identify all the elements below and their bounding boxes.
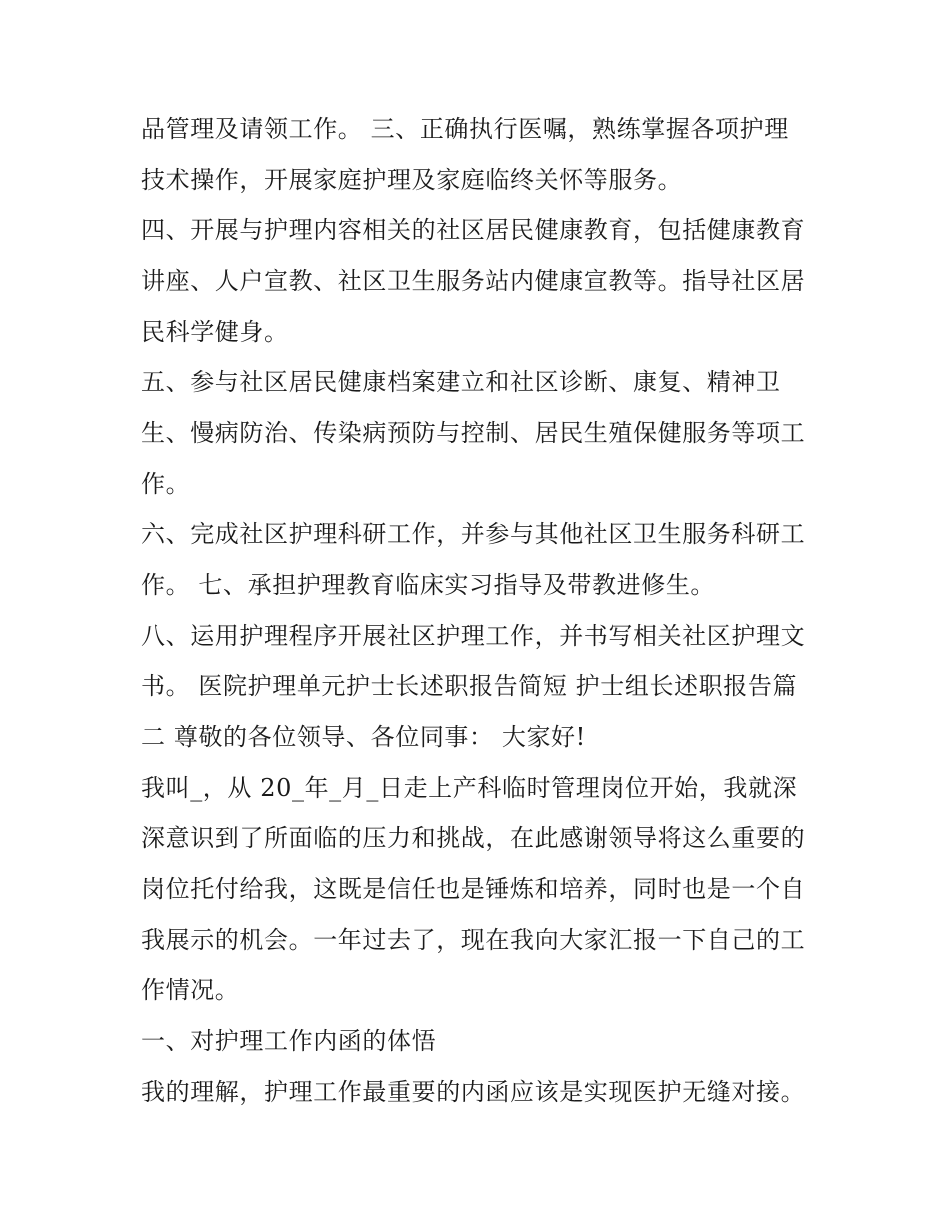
text-line: 二 尊敬的各位领导、各位同事： 大家好!: [141, 723, 586, 751]
section-heading: 一、对护理工作内函的体悟: [141, 1027, 437, 1055]
text-line: 民科学健身。: [141, 318, 289, 346]
text-line: 作。 七、承担护理教育临床实习指导及带教进修生。: [141, 571, 716, 599]
text-line: 书。 医院护理单元护士长述职报告简短 护士组长述职报告篇: [141, 672, 798, 700]
text-line: 六、完成社区护理科研工作，并参与其他社区卫生服务科研工: [141, 520, 806, 548]
text-line: 作情况。: [141, 976, 240, 1004]
text-line: 我的理解，护理工作最重要的内函应该是实现医护无缝对接。: [141, 1078, 806, 1106]
text-line: 技术操作，开展家庭护理及家庭临终关怀等服务。: [141, 166, 683, 194]
text-line: 四、开展与护理内容相关的社区居民健康教育，包括健康教育: [141, 216, 806, 244]
text-line: 岗位托付给我，这既是信任也是锤炼和培养，同时也是一个自: [141, 875, 806, 903]
text-line: 我展示的机会。一年过去了，现在我向大家汇报一下自己的工: [141, 926, 806, 954]
text-line: 五、参与社区居民健康档案建立和社区诊断、康复、精神卫: [141, 368, 781, 396]
text-line: 讲座、人户宣教、社区卫生服务站内健康宣教等。指导社区居: [141, 267, 806, 295]
text-line: 作。: [141, 470, 191, 498]
text-line: 深意识到了所面临的压力和挑战，在此感谢领导将这么重要的: [141, 824, 806, 852]
text-line: 生、慢病防治、传染病预防与控制、居民生殖保健服务等项工: [141, 419, 806, 447]
text-line: 品管理及请领工作。 三、正确执行医嘱，熟练掌握各项护理: [141, 115, 789, 143]
text-line: 我叫_，从 20_年_月_日走上产科临时管理岗位开始，我就深: [141, 774, 798, 802]
text-line: 八、运用护理程序开展社区护理工作，并书写相关社区护理文: [141, 622, 806, 650]
